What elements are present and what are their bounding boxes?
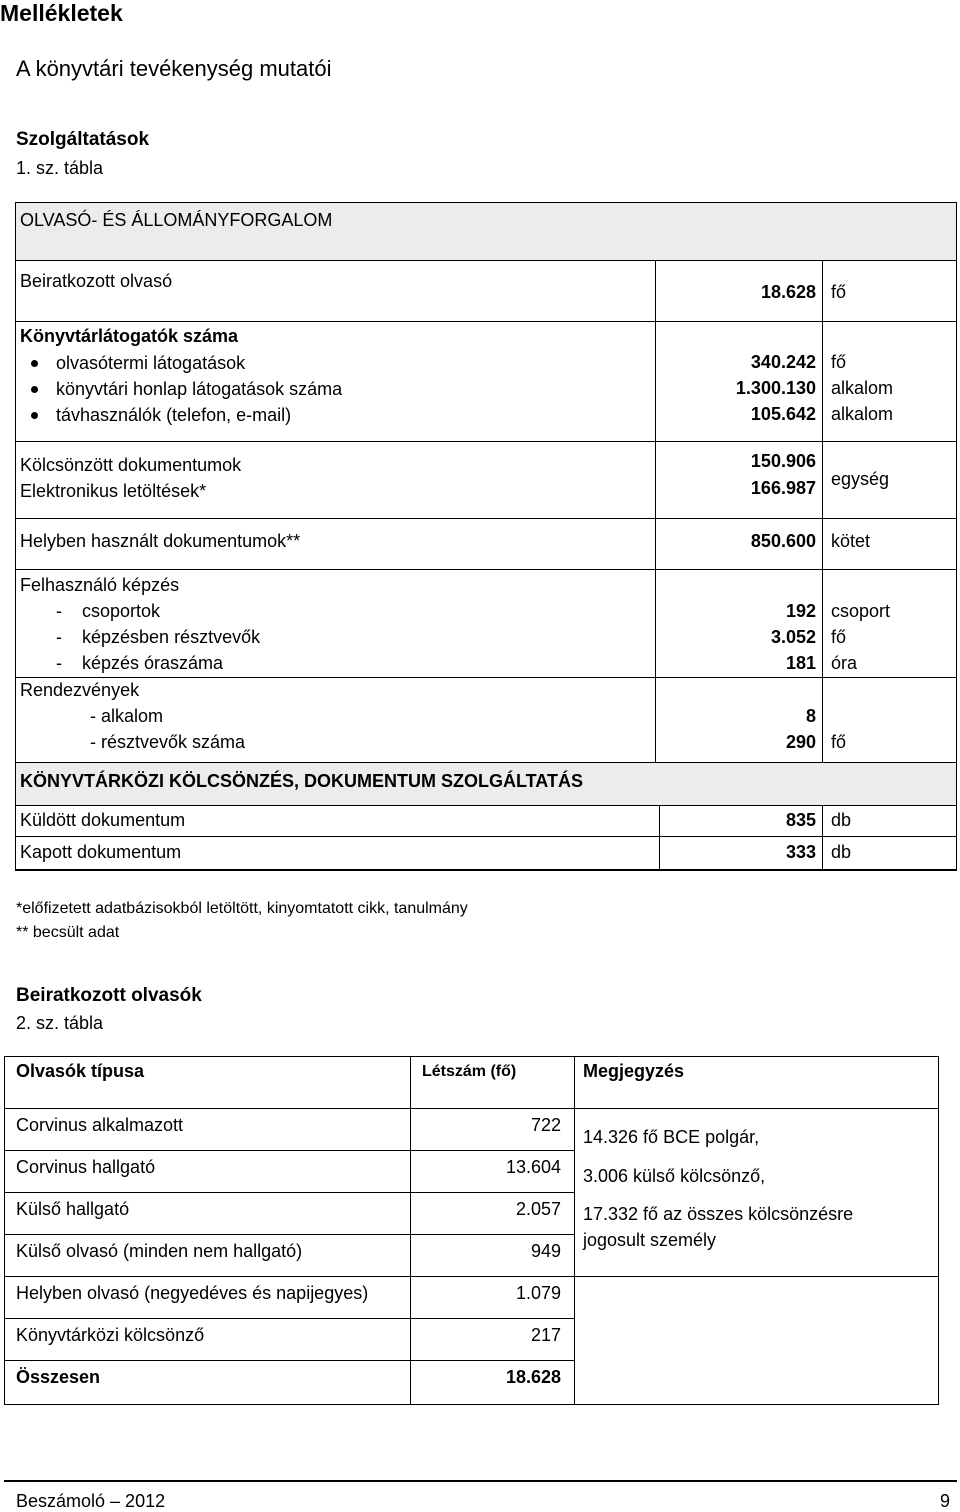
section-heading: KÖNYVTÁRKÖZI KÖLCSÖNZÉS, DOKUMENTUM SZOLGÁLTATÁS	[20, 771, 583, 791]
table-row-value: 217	[530, 1325, 561, 1345]
row-unit: kötet	[831, 531, 871, 551]
table-row-value: 13.604	[505, 1157, 561, 1177]
column-header: Megjegyzés	[583, 1061, 685, 1081]
section-title: Szolgáltatások	[16, 129, 150, 150]
column-header: Létszám (fő)	[422, 1063, 517, 1080]
row-label: Kölcsönzött dokumentumok	[20, 455, 242, 475]
note-line: 3.006 külső kölcsönző,	[583, 1166, 766, 1186]
table-row-value: 949	[530, 1241, 561, 1261]
bullet-icon	[31, 360, 38, 367]
table-ref: 2. sz. tábla	[16, 1013, 104, 1033]
row-group-title: Felhasználó képzés	[20, 575, 180, 595]
table-row-label: Helyben olvasó (negyedéves és napijegyes)	[16, 1283, 369, 1303]
table-row-label: Corvinus hallgató	[16, 1157, 156, 1177]
row-label: Helyben használt dokumentumok**	[20, 531, 301, 551]
row-value: 105.642	[750, 404, 816, 424]
table-total-value: 18.628	[505, 1367, 561, 1387]
column-header: Olvasók típusa	[16, 1061, 145, 1081]
row-value: 850.600	[750, 531, 816, 551]
row-unit: db	[831, 810, 852, 830]
row-value: 150.906	[750, 451, 816, 471]
row-label: Elektronikus letöltések*	[20, 481, 207, 501]
row-label: - képzés óraszáma	[56, 653, 224, 673]
row-label: Beiratkozott olvasó	[20, 271, 173, 291]
bullet-icon	[31, 412, 38, 419]
section-title: Beiratkozott olvasók	[16, 985, 202, 1006]
table-ref: 1. sz. tábla	[16, 158, 104, 178]
row-value: 192	[785, 601, 816, 621]
table-row-label: Könyvtárközi kölcsönző	[16, 1325, 205, 1345]
table-row-label: Külső olvasó (minden nem hallgató)	[16, 1241, 303, 1261]
row-value: 333	[785, 842, 816, 862]
table-row-value: 722	[530, 1115, 561, 1135]
row-group-title: Könyvtárlátogatók száma	[20, 326, 239, 346]
footnote: ** becsült adat	[16, 924, 120, 941]
row-label: - képzésben résztvevők	[56, 627, 261, 647]
note-line: 17.332 fő az összes kölcsönzésre	[583, 1204, 854, 1224]
row-unit: csoport	[831, 601, 891, 621]
row-label: Kapott dokumentum	[20, 842, 182, 862]
row-unit: db	[831, 842, 852, 862]
row-unit: fő	[831, 352, 847, 372]
row-label: könyvtári honlap látogatások száma	[56, 379, 343, 399]
row-label: - résztvevők száma	[90, 732, 246, 752]
row-value: 3.052	[770, 627, 816, 647]
row-unit: egység	[831, 469, 890, 489]
row-label: olvasótermi látogatások	[56, 353, 246, 373]
row-value: 340.242	[750, 352, 816, 372]
note-line: 14.326 fő BCE polgár,	[583, 1127, 760, 1147]
row-unit: fő	[831, 627, 847, 647]
row-value: 8	[805, 706, 816, 726]
row-group-title: Rendezvények	[20, 680, 140, 700]
row-unit: óra	[831, 653, 858, 673]
table-row-label: Külső hallgató	[16, 1199, 130, 1219]
table-total-label: Összesen	[16, 1367, 101, 1387]
row-value: 181	[785, 653, 816, 673]
bullet-icon	[31, 386, 38, 393]
row-unit: alkalom	[831, 404, 894, 424]
row-label: - alkalom	[90, 706, 164, 726]
page-title: Mellékletek	[0, 0, 123, 26]
row-value: 835	[785, 810, 816, 830]
note-line: jogosult személy	[583, 1230, 717, 1250]
footer-title: Beszámoló – 2012	[16, 1491, 166, 1511]
row-unit: alkalom	[831, 378, 894, 398]
row-value: 18.628	[760, 282, 816, 302]
row-label: távhasználók (telefon, e-mail)	[56, 405, 292, 425]
row-unit: fő	[831, 732, 847, 752]
row-label: Küldött dokumentum	[20, 810, 186, 830]
table-row-label: Corvinus alkalmazott	[16, 1115, 184, 1135]
row-value: 290	[785, 732, 816, 752]
row-label: - csoportok	[56, 601, 161, 621]
page-number: 9	[940, 1491, 951, 1511]
section-heading: OLVASÓ- ÉS ÁLLOMÁNYFORGALOM	[20, 210, 333, 230]
page-subtitle: A könyvtári tevékenység mutatói	[16, 56, 332, 81]
row-value: 1.300.130	[735, 378, 816, 398]
row-unit: fő	[831, 282, 847, 302]
footnote: *előfizetett adatbázisokból letöltött, kinyomtatott cikk, tanulmány	[16, 900, 468, 917]
table-row-value: 1.079	[515, 1283, 561, 1303]
row-value: 166.987	[750, 478, 816, 498]
table-row-value: 2.057	[515, 1199, 561, 1219]
